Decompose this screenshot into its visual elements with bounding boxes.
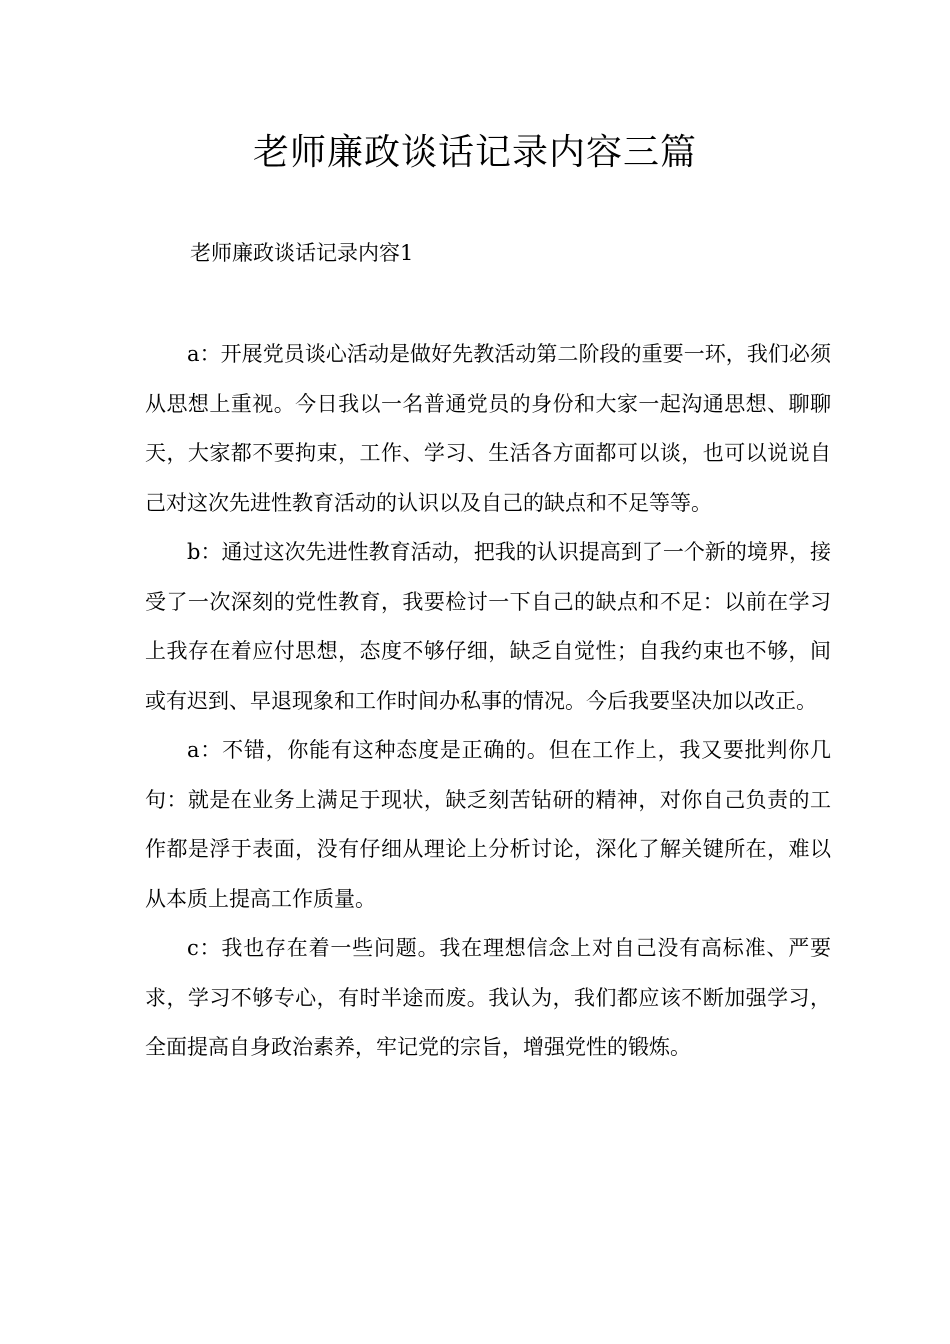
document-title: 老师廉政谈话记录内容三篇: [252, 132, 697, 173]
paragraph-a-opening: a：开展党员谈心活动是做好先教活动第二阶段的重要一环，我们必须从思想上重视。今日我以一名普通党员的身份和大家一起沟通思想、聊聊天，大家都不要拘束，工作、学习、生活各方面都可以谈，也可以说说自己对这次先进性教育活动的认识以及自己的缺点和不足等等。: [145, 342, 831, 515]
paragraph-c-response: c：我也存在着一些问题。我在理想信念上对自己没有高标准、严要求，学习不够专心，有时半途而废。我认为，我们都应该不断加强学习，全面提高自身政治素养，牢记党的宗旨，增强党性的锻炼。: [145, 936, 831, 1059]
section-heading: 老师廉政谈话记录内容1: [190, 241, 414, 265]
document-body: [145, 330, 831, 1073]
paragraph-b-response: b：通过这次先进性教育活动，把我的认识提高到了一个新的境界，接受了一次深刻的党性教育，我要检讨一下自己的缺点和不足：以前在学习上我存在着应付思想，态度不够仔细，缺乏自觉性；自我约束也不够，间或有迟到、早退现象和工作时间办私事的情况。今后我要坚决加以改正。: [145, 540, 831, 713]
paragraph-a-critique: a：不错，你能有这种态度是正确的。但在工作上，我又要批判你几句：就是在业务上满足于现状，缺乏刻苦钻研的精神，对你自己负责的工作都是浮于表面，没有仔细从理论上分析讨论，深化了解关键所在，难以从本质上提高工作质量。: [145, 738, 831, 911]
